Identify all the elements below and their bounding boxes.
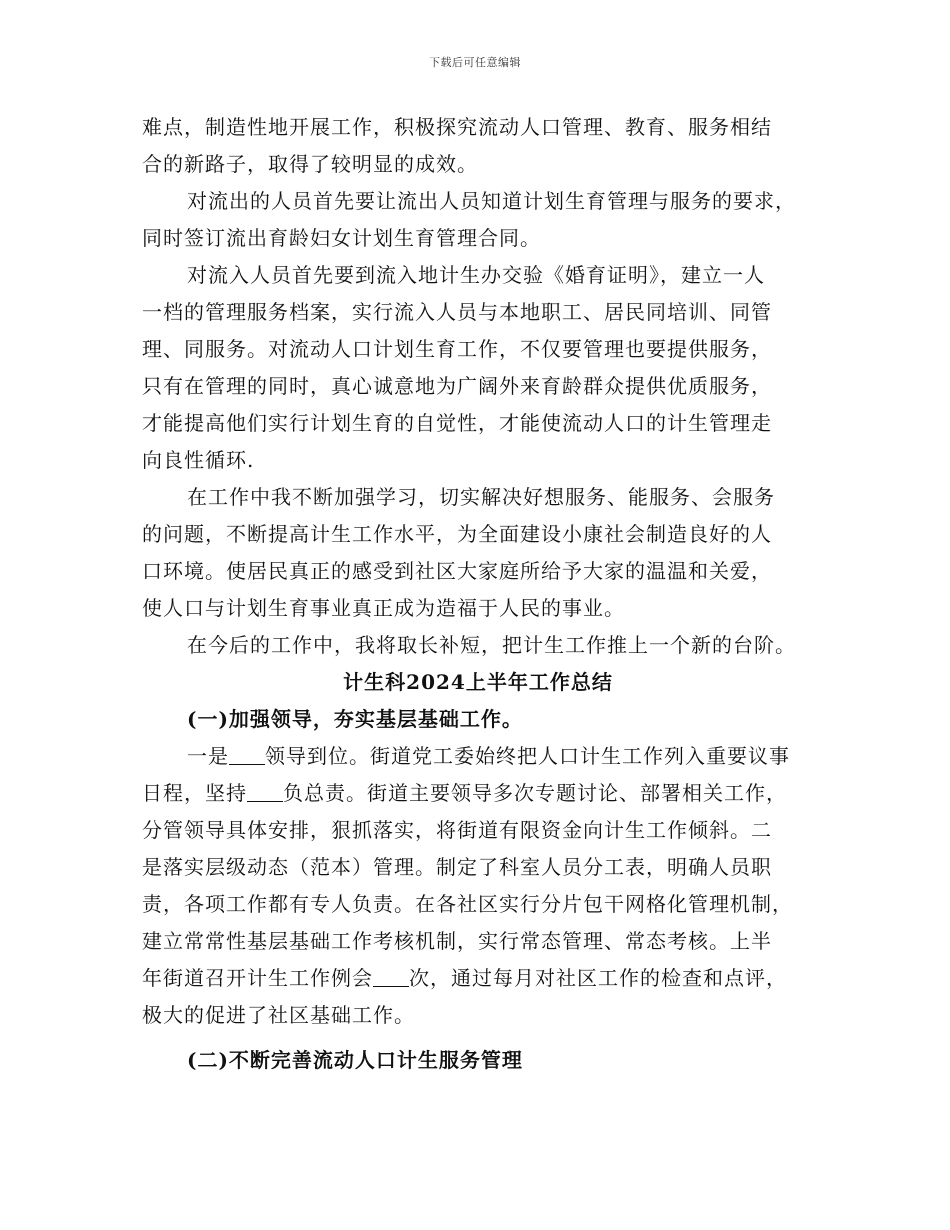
paragraph-line: 在今后的工作中，我将取长补短，把计生工作推上一个新的台阶。 xyxy=(187,633,796,657)
paragraph-line: 一档的管理服务档案，实行流入人员与本地职工、居民同培训、同管 xyxy=(142,300,772,324)
paragraph-line: 只有在管理的同时，真心诚意地为广阔外来育龄群众提供优质服务， xyxy=(142,374,772,398)
paragraph-line: 分管领导具体安排，狠抓落实，将街道有限资金向计生工作倾斜。二 xyxy=(142,818,772,842)
paragraph-line xyxy=(142,738,814,775)
paragraph-line: 合的新路子，取得了较明显的成效。 xyxy=(142,152,478,176)
paragraph-line: 理、同服务。对流动人口计划生育工作，不仅要管理也要提供服务， xyxy=(142,337,772,361)
fill-blank xyxy=(373,968,409,987)
line-text: 次，通过每月对社区工作的检查和点评， xyxy=(409,966,787,990)
paragraph-line xyxy=(142,775,814,812)
paragraph-line: 向良性循环. xyxy=(142,448,255,472)
document-body xyxy=(142,109,814,1079)
section-heading: (二)不断完善流动人口计生服务管理 xyxy=(187,1048,523,1072)
line-text: 领导到位。街道党工委始终把人口计生工作列入重要议事 xyxy=(265,744,790,768)
paragraph-line: 的问题，不断提高计生工作水平，为全面建设小康社会制造良好的人 xyxy=(142,522,772,546)
line-text: 年街道召开计生工作例会 xyxy=(142,966,373,990)
paragraph-line: 在工作中我不断加强学习，切实解决好想服务、能服务、会服务 xyxy=(187,485,775,509)
paragraph-line: 责，各项工作都有专人负责。在各社区实行分片包干网格化管理机制， xyxy=(142,892,793,916)
section-heading: (一)加强领导，夯实基层基础工作。 xyxy=(187,707,523,731)
paragraph-line: 是落实层级动态（范本）管理。制定了科室人员分工表，明确人员职 xyxy=(142,855,772,879)
paragraph-line: 口环境。使居民真正的感受到社区大家庭所给予大家的温温和关爱， xyxy=(142,559,772,583)
line-text: 一是 xyxy=(187,744,229,768)
line-text: 日程，坚持 xyxy=(142,781,247,805)
paragraph-line: 使人口与计划生育事业真正成为造福于人民的事业。 xyxy=(142,596,625,620)
line-text: 负总责。街道主要领导多次专题讨论、部署相关工作， xyxy=(283,781,787,805)
section-title: 计生科2024上半年工作总结 xyxy=(343,670,613,694)
paragraph-line: 难点，制造性地开展工作，积极探究流动人口管理、教育、服务相结 xyxy=(142,115,772,139)
header-note: 下载后可任意编辑 xyxy=(429,56,521,69)
paragraph-line: 对流入人员首先要到流入地计生办交验《婚育证明》，建立一人 xyxy=(187,263,765,287)
paragraph-line: 建立常常性基层基础工作考核机制，实行常态管理、常态考核。上半 xyxy=(142,929,772,953)
fill-blank xyxy=(247,783,283,802)
fill-blank xyxy=(229,746,265,765)
paragraph-line: 才能提高他们实行计划生育的自觉性，才能使流动人口的计生管理走 xyxy=(142,411,772,435)
paragraph-line xyxy=(142,960,814,997)
paragraph-line: 极大的促进了社区基础工作。 xyxy=(142,1003,415,1027)
spacer xyxy=(142,1034,814,1042)
paragraph-line: 同时签订流出育龄妇女计划生育管理合同。 xyxy=(142,226,541,250)
paragraph-line: 对流出的人员首先要让流出人员知道计划生育管理与服务的要求， xyxy=(187,189,796,213)
